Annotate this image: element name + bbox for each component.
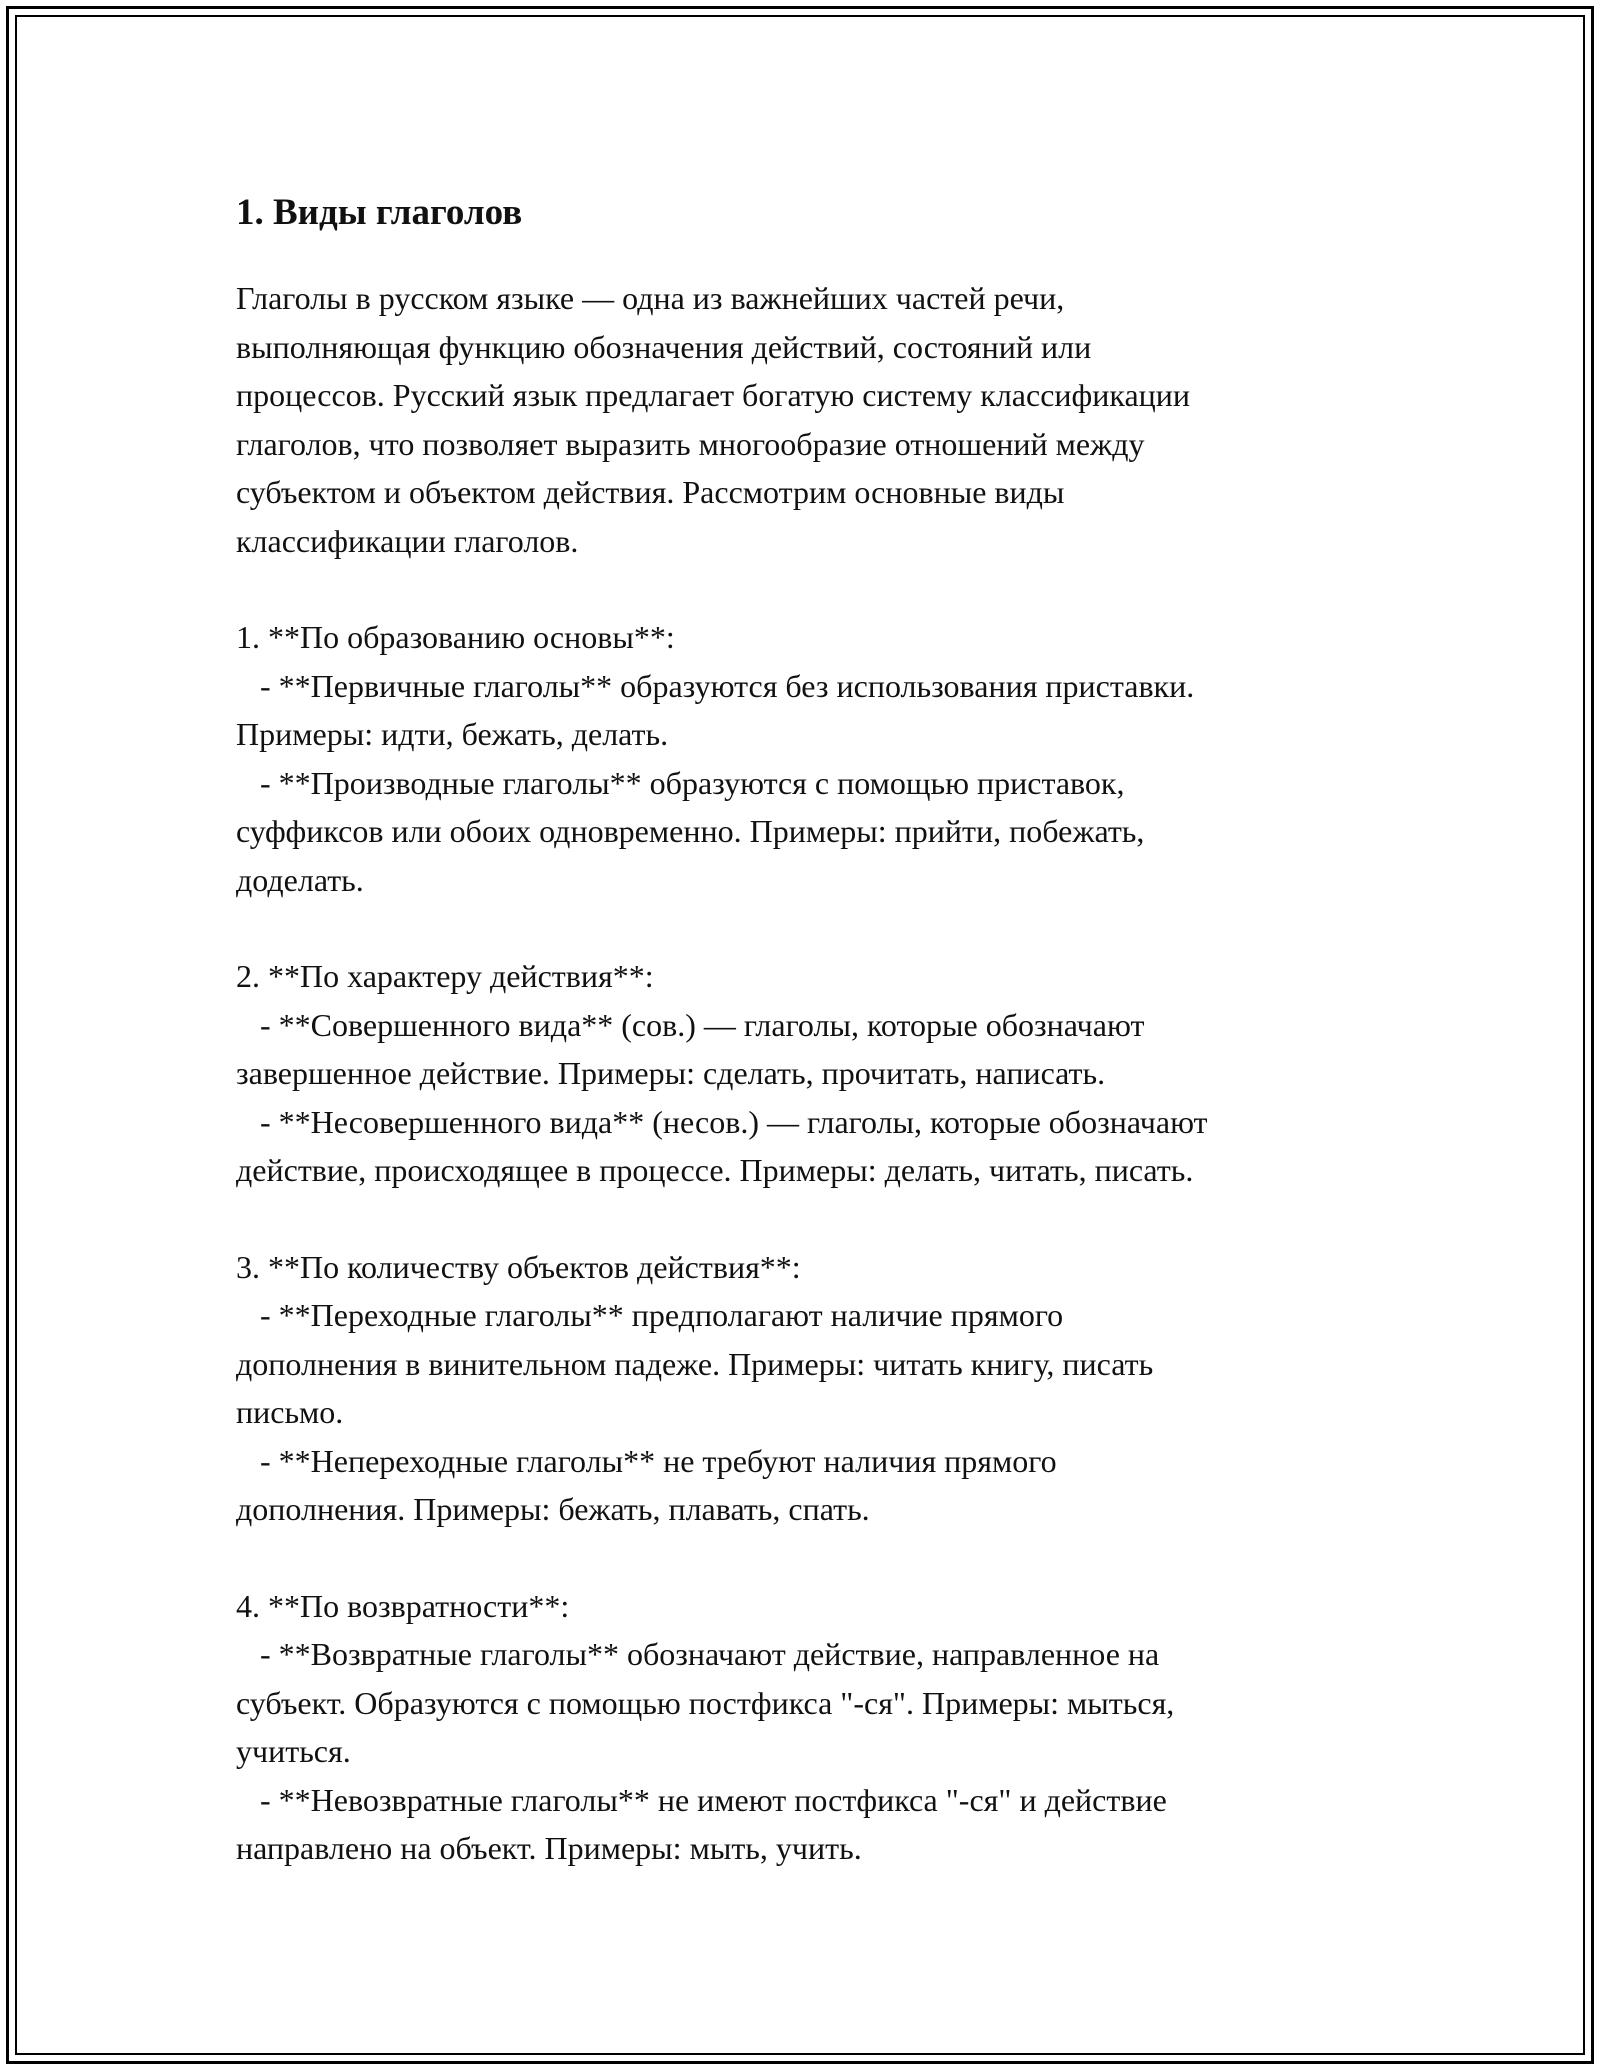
text-line: - **Переходные глаголы** предполагают наличие прямого [236, 1297, 1064, 1333]
text-line: - **Совершенного вида** (сов.) — глаголы, которые обозначают [236, 1006, 1145, 1043]
text-line: субъект. Образуются с помощью постфикса "-ся". Примеры: мыться, [236, 1684, 1175, 1721]
text-line: учиться. [236, 1733, 351, 1769]
text-line: 4. **По возвратности**: [236, 1587, 570, 1624]
text-line: 1. **По образованию основы**: [236, 619, 675, 655]
text-line: завершенное действие. Примеры: сделать, прочитать, написать. [236, 1055, 1106, 1091]
list-item-reflexivity [236, 1582, 1376, 1873]
list-item-aspect [236, 952, 1376, 1195]
list-item-transitivity [236, 1243, 1376, 1534]
intro-paragraph [236, 274, 1376, 565]
text-line: глаголов, что позволяет выразить многообразие отношений между [236, 425, 1145, 462]
text-line: доделать. [236, 861, 364, 898]
text-line: процессов. Русский язык предлагает богатую систему классификации [236, 377, 1191, 413]
section-heading: 1. Виды глаголов [236, 192, 523, 233]
text-line: дополнения. Примеры: бежать, плавать, спать. [236, 1491, 870, 1527]
document-body [236, 186, 1376, 1921]
text-line: - **Несовершенного вида** (несов.) — глаголы, которые обозначают [236, 1103, 1208, 1140]
list-item-stem-formation [236, 613, 1376, 904]
text-line: Примеры: идти, бежать, делать. [236, 716, 669, 752]
text-line: направлено на объект. Примеры: мыть, учить. [236, 1830, 862, 1866]
text-line: - **Непереходные глаголы** не требуют наличия прямого [236, 1442, 1057, 1479]
text-line: Глаголы в русском языке — одна из важнейших частей речи, [236, 280, 1065, 316]
text-line: письмо. [236, 1394, 344, 1430]
text-line: действие, происходящее в процессе. Примеры: делать, читать, писать. [236, 1152, 1194, 1188]
text-line: - **Первичные глаголы** образуются без использования приставки. [236, 667, 1195, 704]
text-line: 3. **По количеству объектов действия**: [236, 1248, 801, 1285]
text-line: выполняющая функцию обозначения действий, состояний или [236, 328, 1092, 365]
text-line: - **Производные глаголы** образуются с помощью приставок, [236, 764, 1125, 801]
text-line: - **Невозвратные глаголы** не имеют постфикса "-ся" и действие [236, 1781, 1167, 1818]
text-line: суффиксов или обоих одновременно. Примеры: прийти, побежать, [236, 813, 1145, 849]
text-line: субъектом и объектом действия. Рассмотрим основные виды [236, 474, 1065, 510]
text-line: классификации глаголов. [236, 522, 579, 559]
text-line: - **Возвратные глаголы** обозначают действие, направленное на [236, 1636, 1160, 1672]
text-line: дополнения в винительном падеже. Примеры: читать книгу, писать [236, 1345, 1154, 1382]
text-line: 2. **По характеру действия**: [236, 958, 654, 994]
